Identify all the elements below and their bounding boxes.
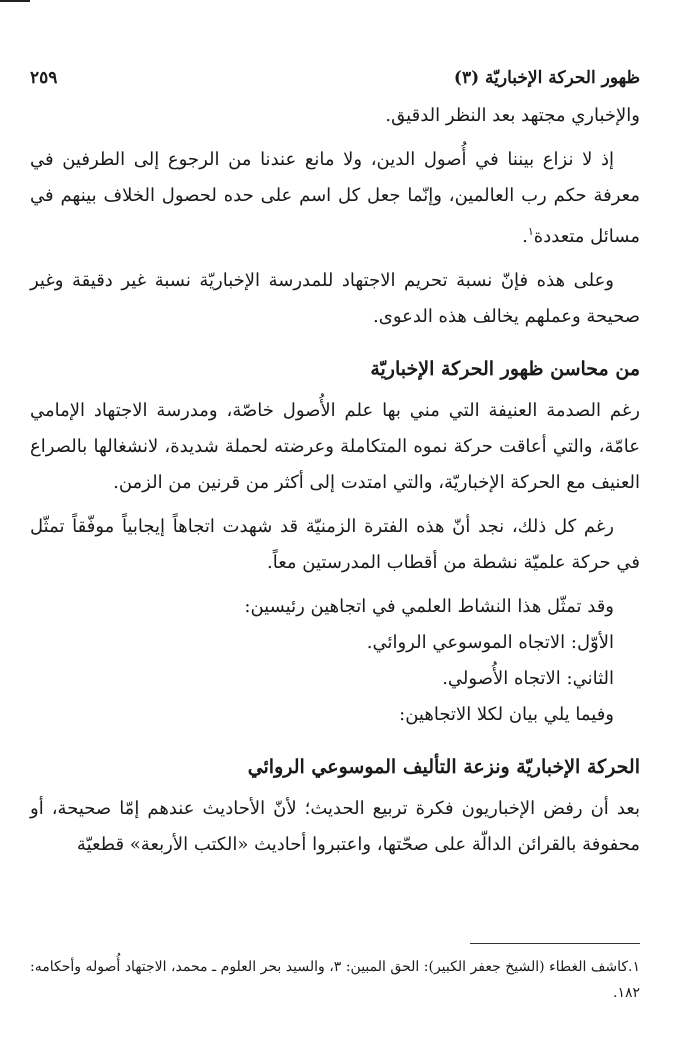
- section1-paragraph-1: رغم الصدمة العنيفة التي مني بها علم الأُصول خاصّة، ومدرسة الاجتهاد الإمامي عامّة، والتي أعاقت حركة نموه المتكاملة وعرضته لحملة شديدة، لانشغالها بالصراع العنيف مع الحركة الإخباريّة، والتي امتدت إلى أكثر من قرنين من الزمن.: [30, 400, 640, 493]
- section1-paragraph-2: رغم كل ذلك، نجد أنّ هذه الفترة الزمنيّة قد شهدت اتجاهاً إيجابياً موفّقاً تمثّل في حركة علميّة نشطة من أقطاب المدرستين معاً.: [30, 516, 640, 573]
- footnote-ref: ١: [527, 225, 534, 238]
- running-header: [30, 58, 640, 98]
- paragraph-3: وعلى هذه فإنّ نسبة تحريم الاجتهاد للمدرسة الإخباريّة نسبة غير دقيقة وغير صحيحة وعملهم يخالف هذه الدعوى.: [30, 270, 640, 327]
- footnote-separator: [470, 943, 640, 944]
- section1-paragraph-4: وفيما يلي بيان لكلا الاتجاهين:: [399, 704, 614, 725]
- list-item-first: الأوّل: الاتجاه الموسوعي الروائي.: [366, 632, 614, 653]
- header-title: ظهور الحركة الإخباريّة (٣): [453, 68, 640, 88]
- page: [30, 58, 640, 1006]
- paragraph-2: إذ لا نزاع بيننا في أُصول الدين، ولا مانع عندنا من الرجوع إلى الطرفين في معرفة حكم رب العالمين، وإنّما جعل كل اسم على حده لحصول الخلاف بينهم في مسائل متعددة$^١$.: [30, 149, 640, 247]
- section-heading-2: الحركة الإخباريّة ونزعة التأليف الموسوعي الروائي: [247, 756, 640, 778]
- section2-paragraph-1: بعد أن رفض الإخباريون فكرة تربيع الحديث؛ لأنّ الأحاديث عندهم إمّا صحيحة، أو محفوفة بالقرائن الدالّة على صحّتها، واعتبروا أحاديث «الكتب الأربعة» قطعيّة: [30, 798, 640, 855]
- section1-paragraph-3: وقد تمثّل هذا النشاط العلمي في اتجاهين رئيسين:: [244, 596, 614, 617]
- section-heading-1: من محاسن ظهور الحركة الإخباريّة: [370, 358, 640, 380]
- footnote: ١.كاشف الغطاء (الشيخ جعفر الكبير): الحق المبين: ٣، والسيد بحر العلوم ـ محمد، الاجتهاد أُصوله وأحكامه: ١٨٢.: [30, 959, 641, 1001]
- corner-rule: [0, 0, 30, 2]
- page-number: ٢٥٩: [30, 68, 58, 88]
- list-item-second: الثاني: الاتجاه الأُصولي.: [442, 668, 614, 689]
- paragraph-1: والإخباري مجتهد بعد النظر الدقيق.: [385, 105, 640, 126]
- paragraph-2-text: إذ لا نزاع بيننا في أُصول الدين، ولا مانع عندنا من الرجوع إلى الطرفين في معرفة حكم رب العالمين، وإنّما جعل كل اسم على حده لحصول الخلاف بينهم في مسائل متعددة: [30, 149, 640, 247]
